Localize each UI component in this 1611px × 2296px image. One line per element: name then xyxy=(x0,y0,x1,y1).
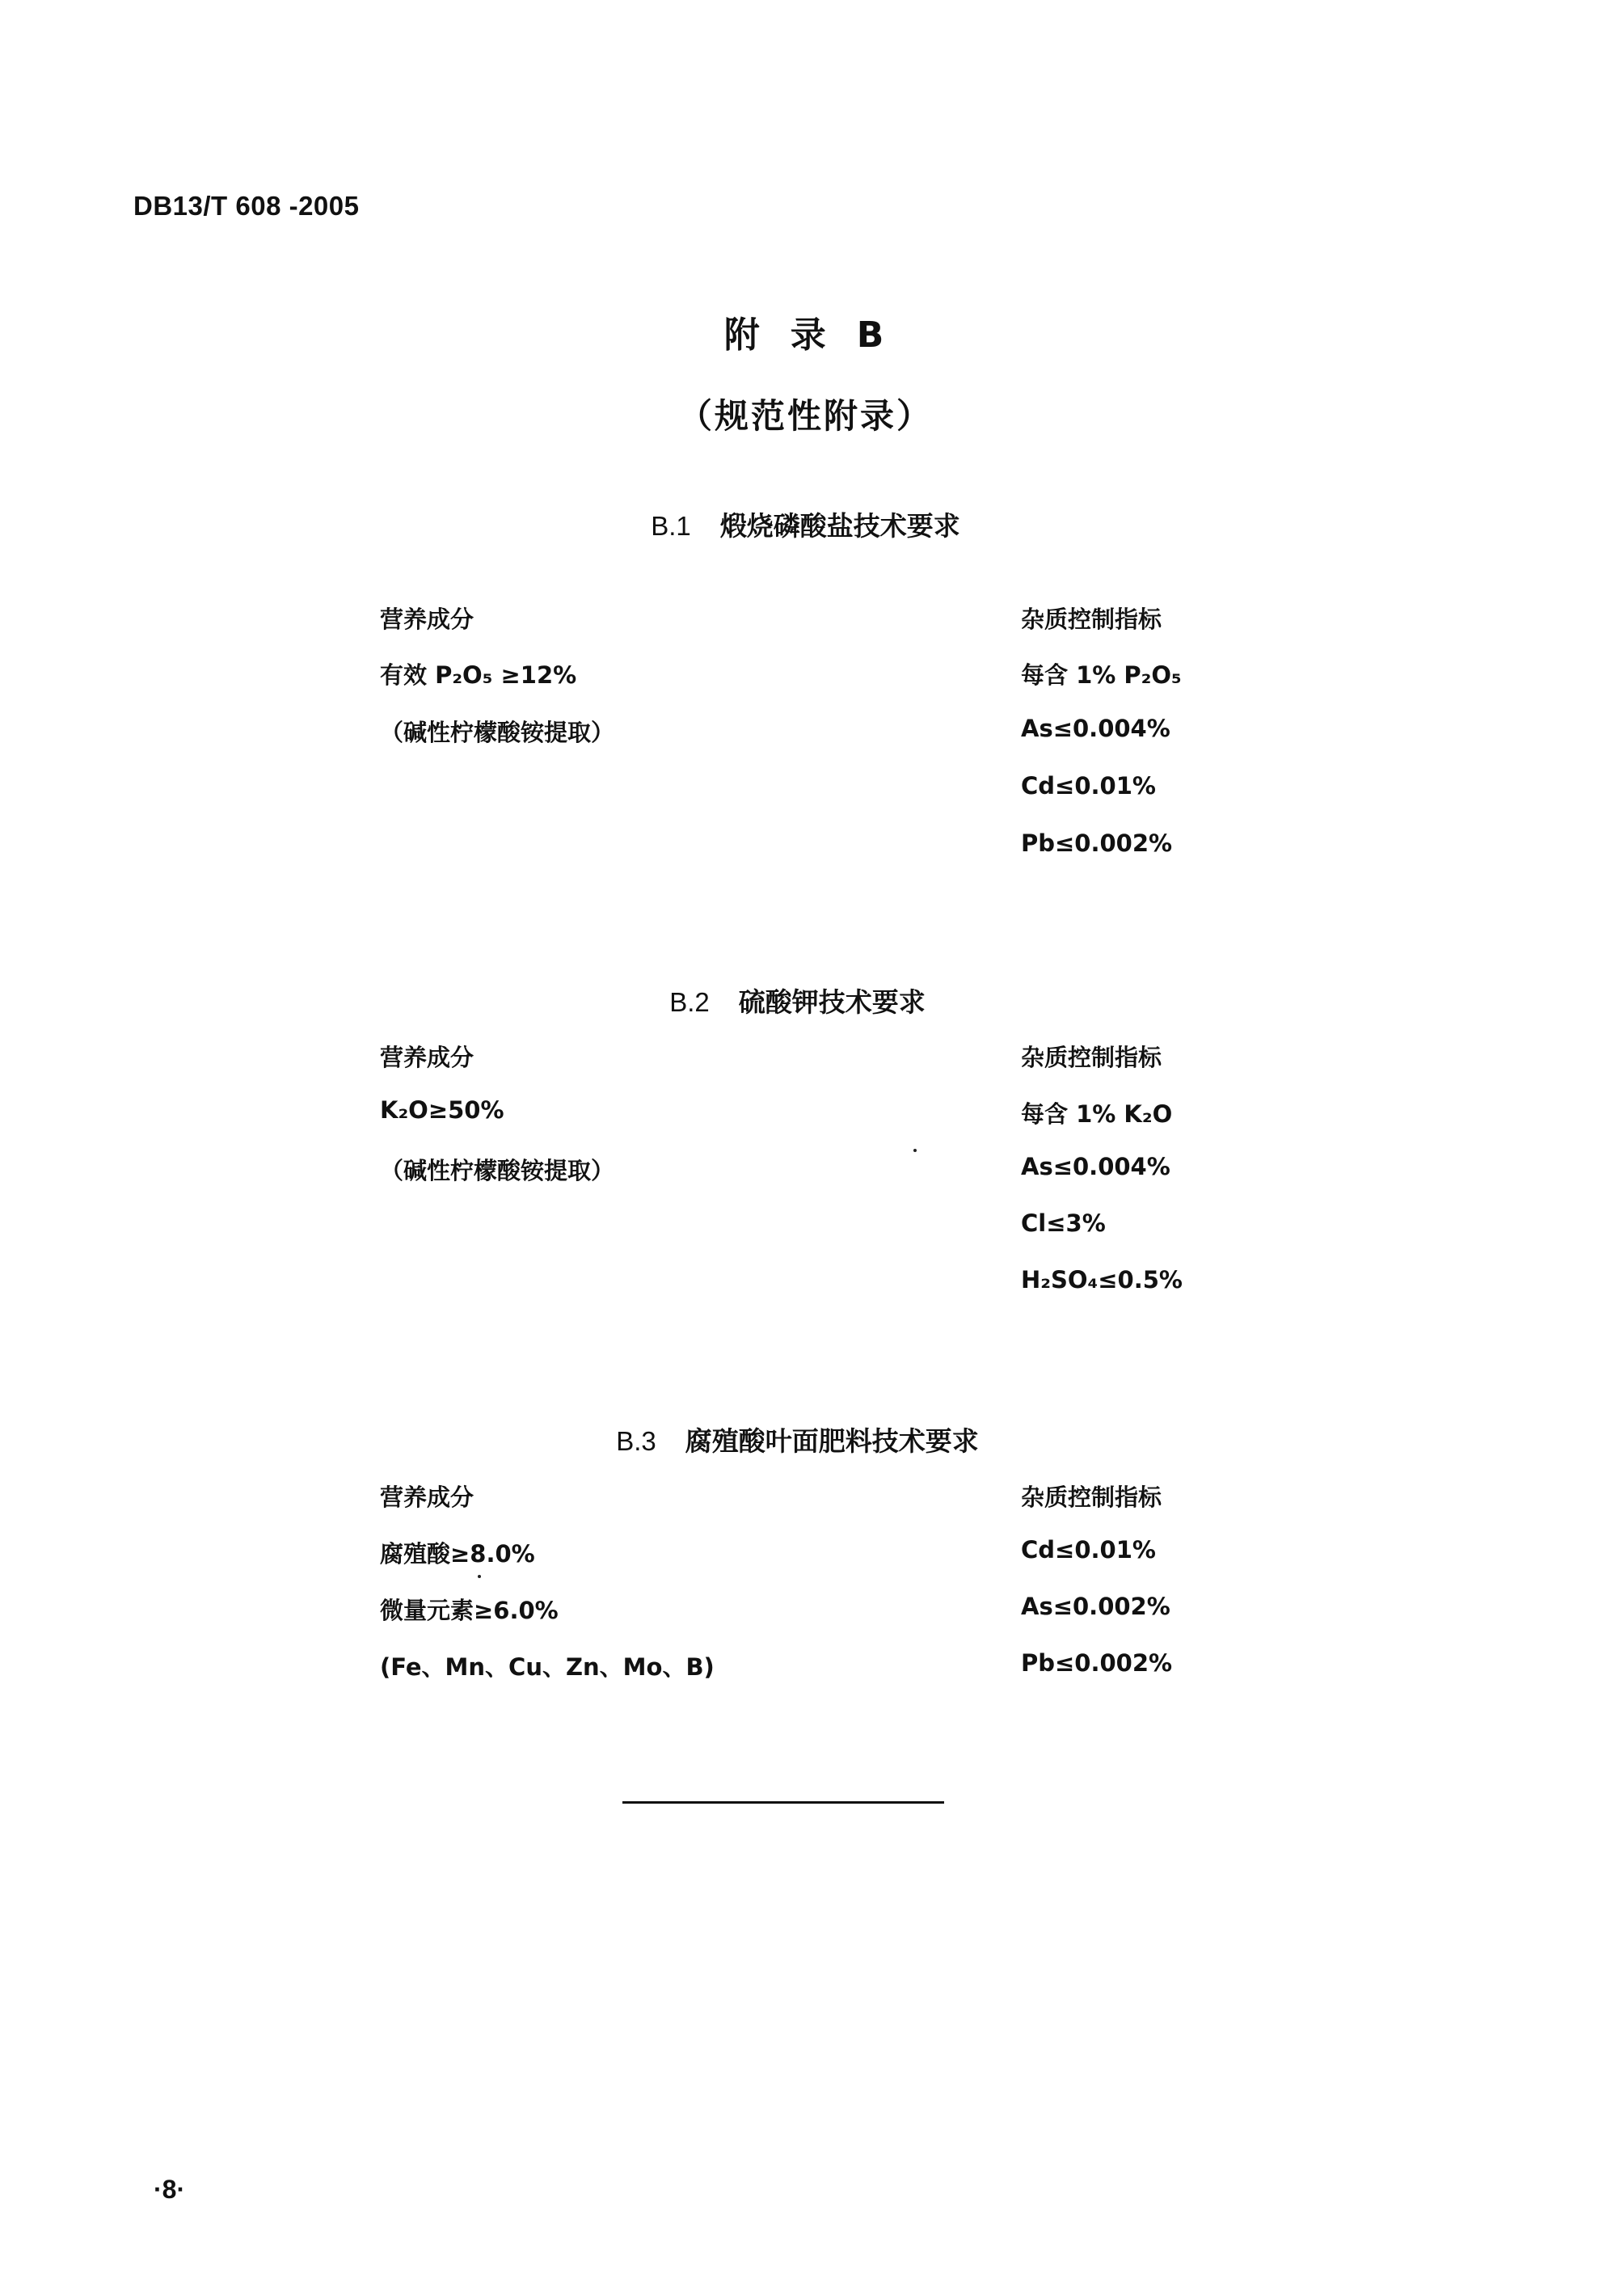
b3-right-row-4: Pb≤0.002% xyxy=(1021,1649,1173,1677)
b1-right-row-5: Pb≤0.002% xyxy=(1021,829,1173,857)
b2-right-row-3: As≤0.004% xyxy=(1021,1153,1170,1180)
b3-left-row-1: 营养成分 xyxy=(380,1484,474,1511)
b1-left-row-2: 有效 P₂O₅ ≥12% xyxy=(380,661,577,689)
annex-title-letter: B xyxy=(856,314,888,356)
section-heading: 腐殖酸叶面肥料技术要求 xyxy=(685,1425,979,1457)
b3-right-row-2: Cd≤0.01% xyxy=(1021,1536,1156,1564)
b3-left-row-4: (Fe、Mn、Cu、Zn、Mo、B) xyxy=(380,1653,715,1681)
annex-title-char-2: 录 xyxy=(790,314,829,356)
b2-left-row-3: （碱性柠檬酸铵提取） xyxy=(380,1157,615,1184)
b3-right-row-1: 杂质控制指标 xyxy=(1021,1484,1162,1511)
section-title-b1 xyxy=(0,505,1611,543)
b1-left-row-1: 营养成分 xyxy=(380,606,474,633)
b1-right-row-3: As≤0.004% xyxy=(1021,715,1170,742)
b2-right-row-5: H₂SO₄≤0.5% xyxy=(1021,1266,1183,1294)
b1-right-row-2: 每含 1% P₂O₅ xyxy=(1021,661,1182,689)
annex-subtitle: （规范性附录） xyxy=(677,396,933,436)
section-number: B.3 xyxy=(616,1426,656,1456)
b2-right-row-4: Cl≤3% xyxy=(1021,1209,1106,1237)
section-title-b2 xyxy=(0,981,1611,1019)
b2-left-row-1: 营养成分 xyxy=(380,1044,474,1071)
section-heading: 硫酸钾技术要求 xyxy=(738,986,926,1018)
b3-right-row-3: As≤0.002% xyxy=(1021,1593,1170,1620)
b3-left-row-2: 腐殖酸≥8.0% xyxy=(380,1540,535,1568)
section-number: B.2 xyxy=(669,987,710,1017)
b3-left-row-3: 微量元素≥6.0% xyxy=(380,1597,559,1624)
scan-speck xyxy=(913,1149,917,1152)
scan-speck xyxy=(478,1575,481,1578)
b1-right-row-1: 杂质控制指标 xyxy=(1021,606,1162,633)
b2-left-row-2: K₂O≥50% xyxy=(380,1096,504,1124)
b2-right-row-1: 杂质控制指标 xyxy=(1021,1044,1162,1071)
b2-right-row-2: 每含 1% K₂O xyxy=(1021,1100,1173,1128)
end-rule xyxy=(622,1801,944,1804)
section-number: B.1 xyxy=(651,511,691,541)
annex-title xyxy=(0,306,1611,357)
b1-left-row-3: （碱性柠檬酸铵提取） xyxy=(380,719,615,746)
document-code: DB13/T 608 -2005 xyxy=(133,191,360,221)
annex-title-char-1: 附 xyxy=(723,314,763,356)
page-number: ·8· xyxy=(154,2175,186,2204)
b1-right-row-4: Cd≤0.01% xyxy=(1021,772,1156,800)
section-title-b3 xyxy=(0,1420,1611,1458)
section-heading: 煅烧磷酸盐技术要求 xyxy=(719,510,960,542)
